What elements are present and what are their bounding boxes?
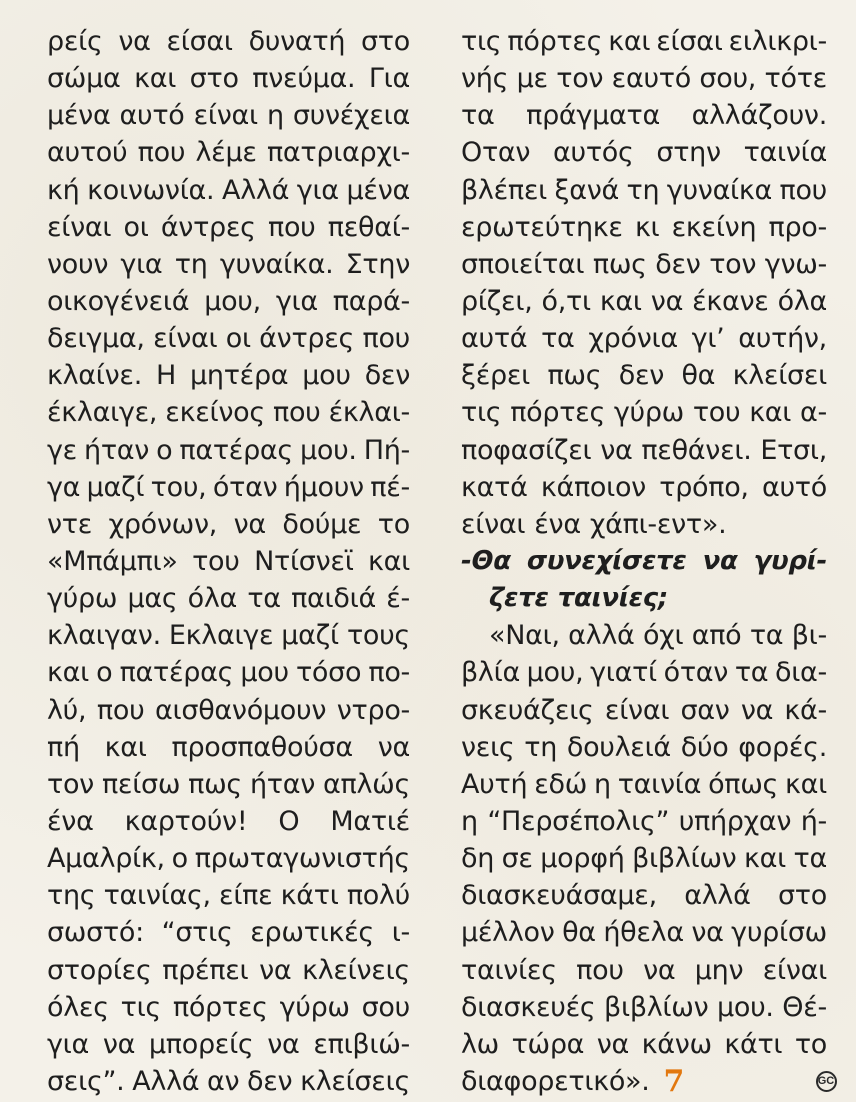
right-column-line: ταινίες που να μην είναι [461, 954, 827, 986]
left-column-line: «Μπάμπι» του Ντίσνεϊ και [47, 545, 410, 577]
left-column-line: γε ήταν ο πατέρας μου. Πή- [47, 434, 410, 466]
right-column-line: Οταν αυτός στην ταινία [461, 137, 827, 169]
interview-question-line: ζετε ταινίες; [489, 583, 669, 614]
right-column-line: μέλλον θα ήθελα να γυρίσω [461, 917, 827, 949]
right-column-line: ρίζει, ό,τι και να έκανε όλα [461, 285, 827, 317]
left-column-line: λύ, που αισθανόμουν ντρο- [47, 694, 410, 726]
right-column-line: ξέρει πως δεν θα κλείσει [461, 360, 827, 392]
right-column-line: τις πόρτες γύρω του και α- [461, 397, 827, 429]
right-column-line: σκευάζεις είναι σαν να κά- [461, 694, 827, 726]
right-column-line: διαφορετικό». 7 [461, 1063, 685, 1099]
interview-question-line: -Θα συνεχίσετε να γυρί- [461, 545, 827, 576]
right-column-line: ποφασίζει να πεθάνει. Ετσι, [461, 434, 827, 466]
right-column-line: είναι ένα χάπι-εντ». [461, 508, 727, 540]
left-column-line: για να μπορείς να επιβιώ- [47, 1028, 410, 1060]
left-column-line: σεις”. Αλλά αν δεν κλείσεις [47, 1065, 410, 1097]
right-column-line: κατά κάποιον τρόπο, αυτό [461, 471, 827, 503]
right-column-line: τα πράγματα αλλάζουν. [461, 100, 827, 132]
left-column-line: κλαίνε. Η μητέρα μου δεν [47, 360, 410, 392]
watermark-text: GC [816, 1071, 837, 1092]
right-column-line: ερωτεύτηκε κι εκείνη προ- [461, 211, 827, 243]
page-number: 7 [663, 1063, 685, 1099]
right-column-line: αυτά τα χρόνια γι’ αυτήν, [461, 323, 827, 355]
left-column-line: δειγμα, είναι οι άντρες που [47, 323, 410, 355]
left-column-line: ρείς να είσαι δυνατή στο [47, 26, 410, 57]
left-column-line: όλες τις πόρτες γύρω σου [47, 991, 410, 1023]
left-column-line: σώμα και στο πνεύμα. Για [47, 63, 410, 95]
left-column-line: τον πείσω πως ήταν απλώς [47, 768, 410, 800]
right-column-line: διασκευές βιβλίων μου. Θέ- [461, 991, 827, 1023]
right-column-line: η “Περσέπολις” υπήρχαν ή- [461, 805, 827, 837]
right-column [461, 23, 827, 1100]
right-column-line: νεις τη δουλειά δύο φορές. [461, 731, 827, 763]
left-column-line: έκλαιγε, εκείνος που έκλαι- [47, 397, 410, 429]
right-column-line: σποιείται πως δεν τον γνω- [461, 248, 827, 280]
left-column-line: νουν για τη γυναίκα. Στην [47, 248, 410, 280]
left-column-line: σωστό: “στις ερωτικές ι- [47, 917, 410, 949]
left-column-line: κή κοινωνία. Αλλά για μένα [47, 174, 410, 206]
right-column-line: «Ναι, αλλά όχι από τα βι- [489, 620, 827, 652]
right-column-line: νής με τον εαυτό σου, τότε [461, 63, 827, 95]
left-column-line: μένα αυτό είναι η συνέχεια [47, 100, 410, 132]
right-column-line: δη σε μορφή βιβλίων και τα [461, 843, 827, 875]
watermark-logo [805, 1068, 847, 1094]
right-column-line: λω τώρα να κάνω κάτι το [461, 1028, 827, 1060]
left-column-line: πή και προσπαθούσα να [47, 731, 410, 763]
left-column-line: αυτού που λέμε πατριαρχι- [47, 137, 410, 169]
left-column-line: και ο πατέρας μου τόσο πο- [47, 657, 410, 689]
left-column-line: κλαιγαν. Εκλαιγε μαζί τους [47, 620, 410, 652]
left-column-line: Αμαλρίκ, ο πρωταγωνιστής [47, 843, 410, 875]
left-column-line: ντε χρόνων, να δούμε το [47, 508, 410, 540]
right-column-line: βλία μου, γιατί όταν τα δια- [461, 657, 827, 689]
left-column-line: είναι οι άντρες που πεθαί- [47, 211, 410, 243]
left-column-line: ένα καρτούν! Ο Ματιέ [47, 805, 410, 837]
right-column-line: τις πόρτες και είσαι ειλικρι- [461, 26, 827, 57]
left-column-line: της ταινίας, είπε κάτι πολύ [47, 880, 410, 912]
left-column-line: γα μαζί του, όταν ήμουν πέ- [47, 471, 410, 503]
right-column-line: Αυτή εδώ η ταινία όπως και [461, 768, 827, 800]
left-column-line: οικογένειά μου, για παρά- [47, 285, 410, 317]
left-column [47, 23, 410, 1100]
left-column-line: στορίες πρέπει να κλείνεις [47, 954, 410, 986]
right-column-line: βλέπει ξανά τη γυναίκα που [461, 174, 827, 206]
right-column-line: διασκευάσαμε, αλλά στο [461, 880, 827, 912]
left-column-line: γύρω μας όλα τα παιδιά έ- [47, 583, 410, 615]
